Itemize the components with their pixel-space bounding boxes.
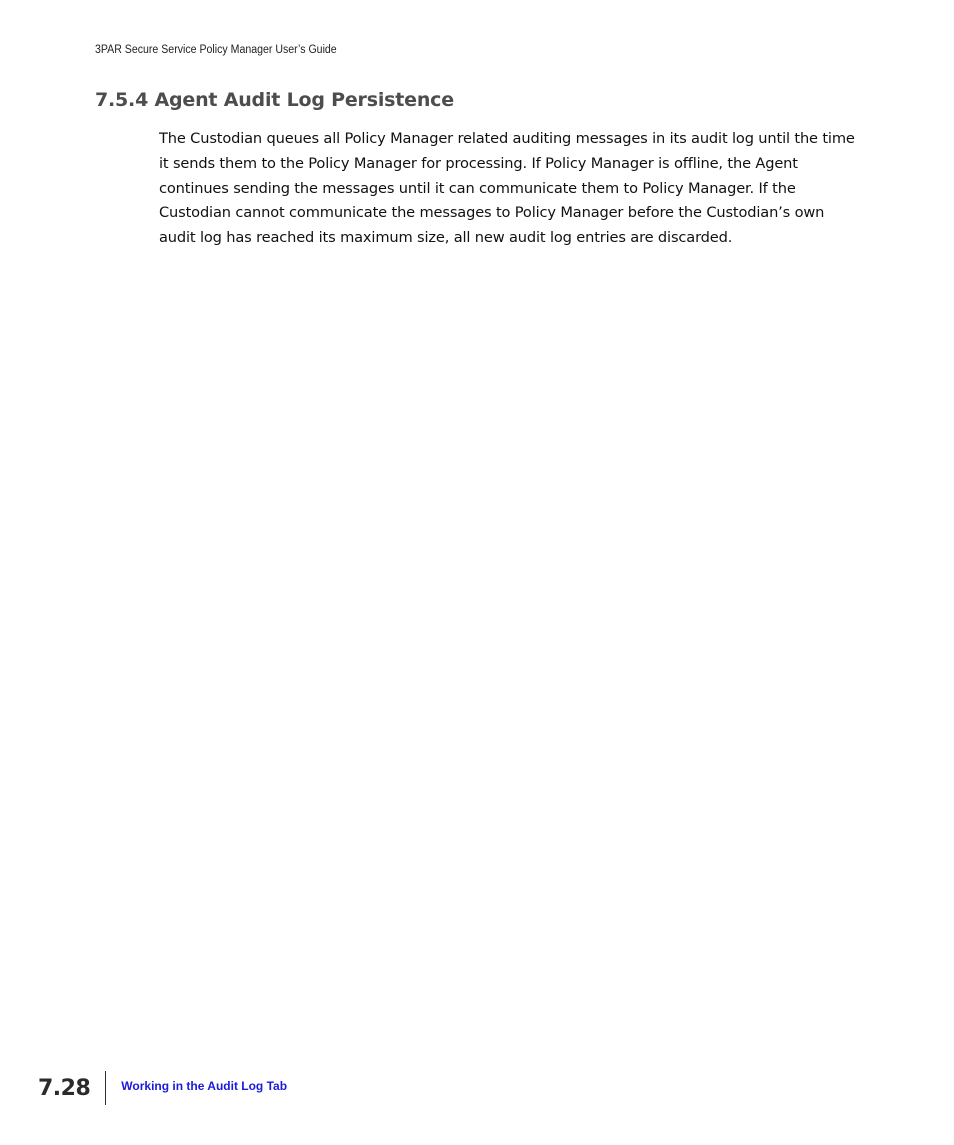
page-footer <box>38 1071 287 1105</box>
body-paragraph: The Custodian queues all Policy Manager related auditing messages in its audit log until the time it sends them to the Policy Manager for processing. If Policy Manager is offline, the Agent continues sending the messages until it can communicate them to Policy Manager. If the Custodian cannot communicate the messages to Policy Manager before the Custodian’s own audit log has reached its maximum size, all new audit log entries are discarded. <box>159 130 855 247</box>
footer-chapter-title: Working in the Audit Log Tab <box>121 1079 288 1093</box>
footer-divider <box>105 1071 106 1105</box>
section-heading: 7.5.4 Agent Audit Log Persistence <box>95 89 454 111</box>
page-number: 7.28 <box>38 1075 91 1101</box>
running-header: 3PAR Secure Service Policy Manager User’s Guide <box>95 44 337 56</box>
